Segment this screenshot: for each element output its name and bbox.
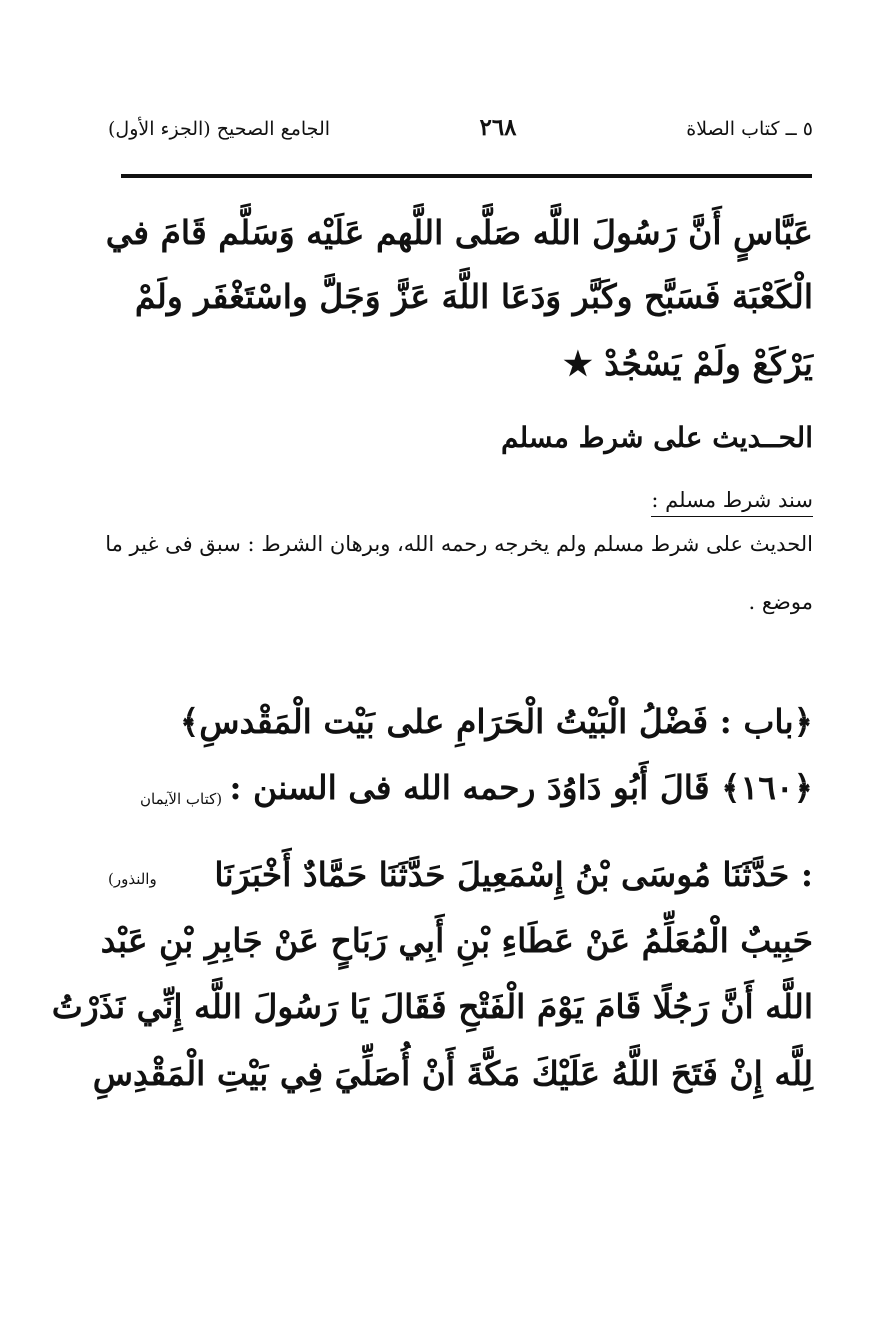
- hadith-text-line: حَبِيبٌ الْمُعَلِّمُ عَنْ عَطَاءِ بْنِ أَبِي رَبَاحٍ عَنْ جَابِرِ بْنِ عَبْد: [100, 921, 813, 960]
- book-reference-continued: والنذور): [108, 870, 157, 888]
- header-rule: [121, 174, 812, 178]
- book-reference: (كتاب الآيمان: [140, 790, 223, 808]
- hadith-grading: الحــديث على شرط مسلم: [500, 421, 813, 454]
- chapter-heading: ﴿باب : فَضْلُ الْبَيْتُ الْحَرَامِ على بَيْت الْمَقْدسِ﴾: [179, 702, 813, 741]
- sanad-text-line: الحديث على شرط مسلم ولم يخرجه رحمه الله، وبرهان الشرط : سبق فى غير ما: [105, 532, 813, 556]
- sanad-text-line: موضع .: [748, 590, 813, 614]
- chapter-title: ٥ ــ كتاب الصلاة: [686, 118, 813, 140]
- page-number: ٢٦٨: [479, 114, 517, 141]
- hadith-text-line: : حَدَّثَنَا مُوسَى بْنُ إِسْمَعِيلَ حَدَّثَنَا حَمَّادٌ أَخْبَرَنَا: [214, 855, 813, 894]
- hadith-text-line: يَرْكَعْ ولَمْ يَسْجُدْ ★: [563, 344, 813, 383]
- hadith-text-line: لِلَّه إِنْ فَتَحَ اللَّهُ عَلَيْكَ مَكَّةَ أَنْ أُصَلِّيَ فِي بَيْتِ الْمَقْدِسِ: [92, 1054, 813, 1093]
- hadith-text-line: عَبَّاسٍ أَنَّ رَسُولَ اللَّه صَلَّى اللَّهم عَلَيْه وَسَلَّم قَامَ في: [105, 213, 813, 252]
- page-header: [108, 114, 813, 154]
- book-title: الجامع الصحيح (الجزء الأول): [108, 118, 331, 140]
- hadith-number-line: ﴿١٦٠﴾ قَالَ أَبُو دَاوُدَ رحمه الله فى السنن :: [229, 768, 813, 807]
- hadith-text-line: الْكَعْبَة فَسَبَّح وكَبَّر وَدَعَا اللَّهَ عَزَّ وَجَلَّ واسْتَغْفَر ولَمْ: [134, 277, 813, 316]
- sanad-heading: سند شرط مسلم :: [651, 488, 813, 517]
- hadith-text-line: اللَّه أَنَّ رَجُلًا قَامَ يَوْمَ الْفَتْحِ فَقَالَ يَا رَسُولَ اللَّه إِنِّي نَذَرْتُ: [51, 987, 813, 1026]
